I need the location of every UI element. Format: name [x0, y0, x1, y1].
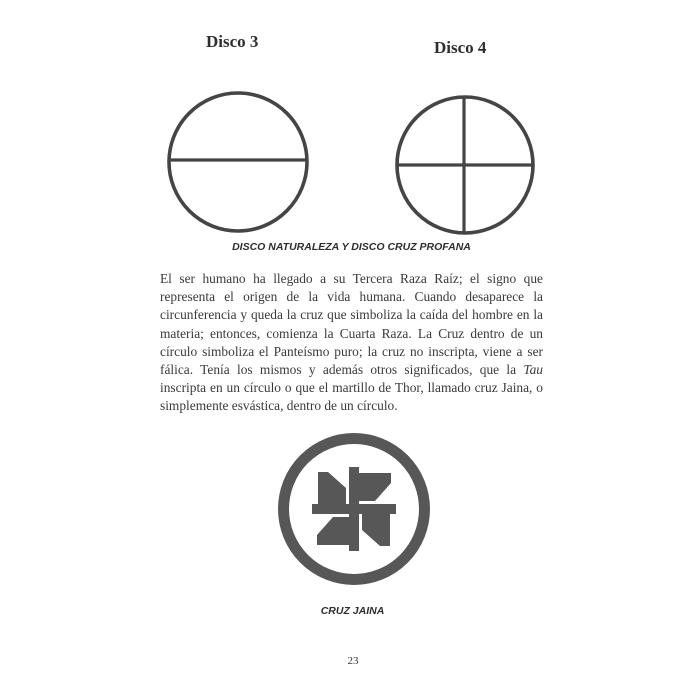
disc-4-label: Disco 4: [434, 38, 487, 57]
body-paragraph: [160, 270, 543, 416]
svastika-in-circle-icon: [276, 431, 432, 587]
circle-cross-icon: [392, 92, 538, 238]
body-text-tau: Tau: [523, 362, 543, 378]
disc-3-label: Disco 3: [206, 32, 259, 51]
discs-caption: DISCO NATURALEZA Y DISCO CRUZ PROFANA: [232, 241, 471, 253]
page-number: 23: [347, 655, 359, 667]
body-text-part-2: inscripta en un círculo o que el martillo de Thor, llamado cruz Jaina, o simplemente esvástica, dentro de un círculo.: [160, 380, 543, 414]
svastika-figure: [312, 467, 396, 551]
disc-3-circle: [169, 93, 307, 231]
jaina-caption: CRUZ JAINA: [320, 605, 385, 617]
body-text-part-1: El ser humano ha llegado a su Tercera Raza Raíz; el signo que representa el origen de la vida humana. Cuando desaparece la circunferencia y queda la cruz que simboliza la caída del hombre en la materia; entonces, comienza la Cuarta Raza. La Cruz dentro de un círculo simboliza el Panteísmo puro; la cruz no inscripta, viene a ser fálica. Tenía los mismos y además otros significados, que la: [160, 271, 543, 378]
circle-horizontal-line-icon: [164, 88, 312, 236]
